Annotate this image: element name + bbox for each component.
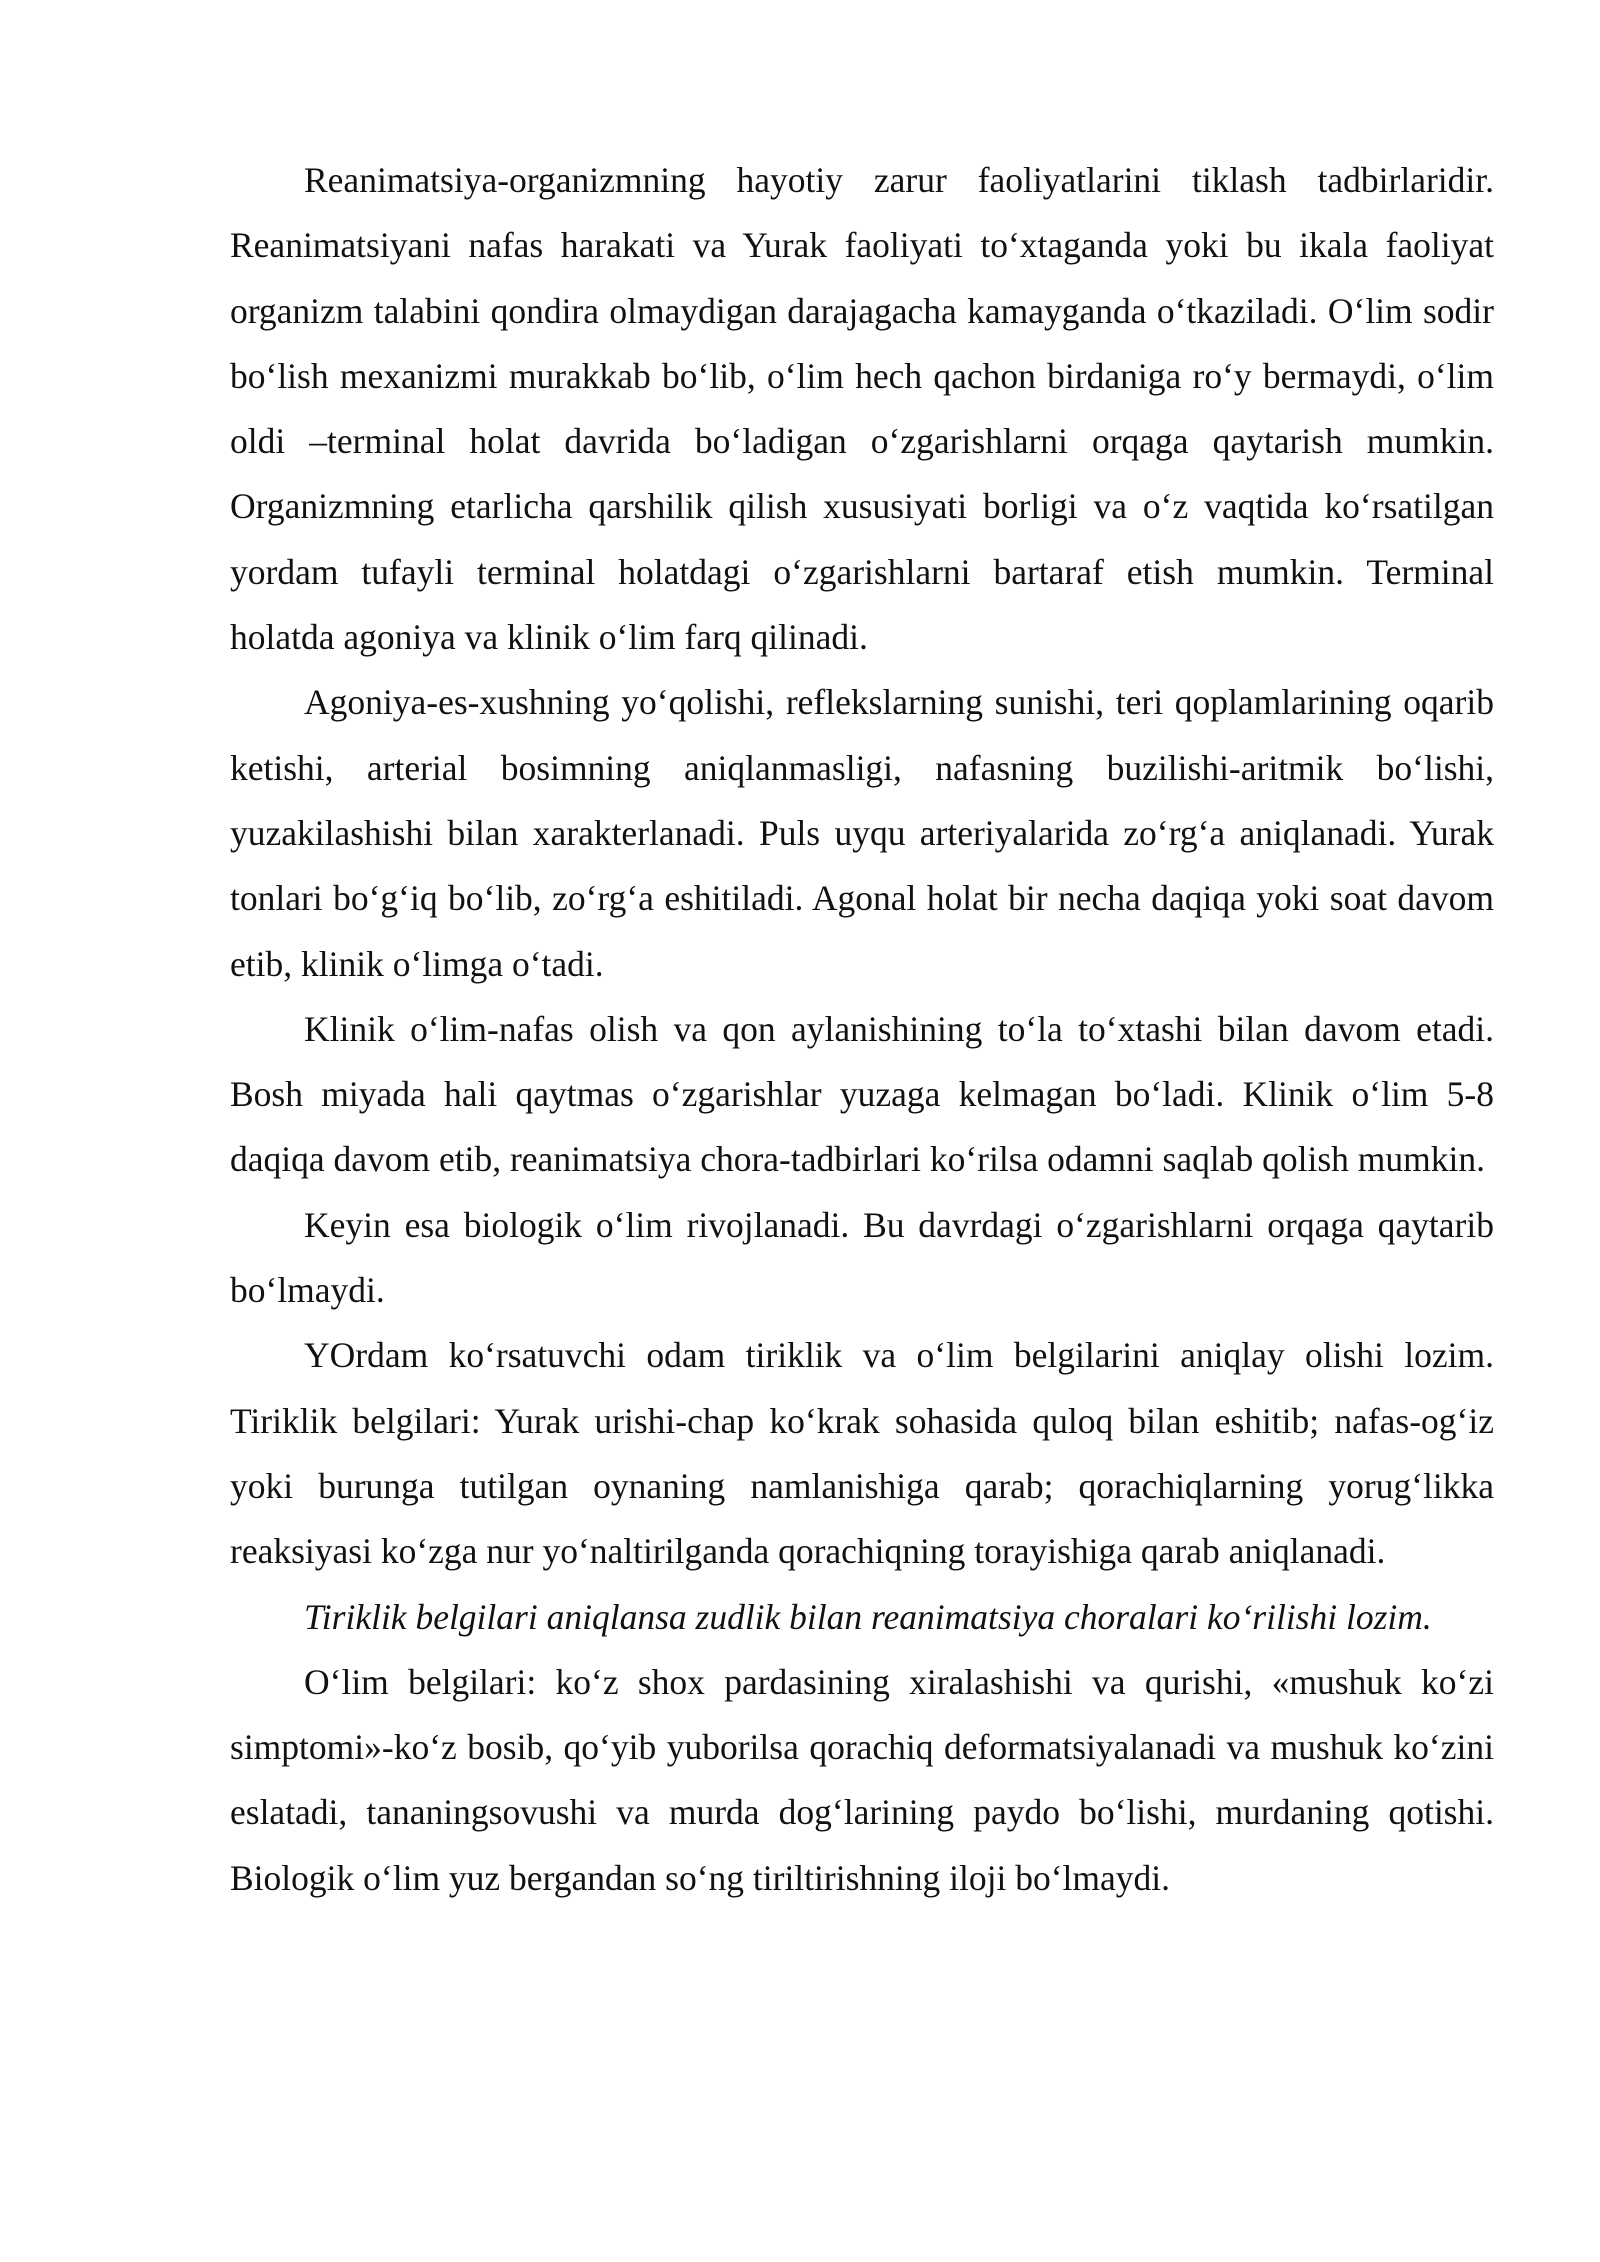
paragraph-klinik-olim: Klinik o‘lim-nafas olish va qon aylanishining to‘la to‘xtashi bilan davom etadi. Bosh miyada hali qaytmas o‘zgarishlar yuzaga kelmagan bo‘ladi. Klinik o‘lim 5-8 daqiqa davom etib, reanimatsiya chora-tadbirlari ko‘rilsa odamni saqlab qolish mumkin. <box>230 1008 1494 1180</box>
paragraph-reanimatsiya: Reanimatsiya-organizmning hayotiy zarur faoliyatlarini tiklash tadbirlaridir. Reanimatsiyani nafas harakati va Yurak faoliyati to‘xtaganda yoki bu ikala faoliyat organizm talabini qondira olmaydigan darajagacha kamayganda o‘tkaziladi. O‘lim sodir bo‘lish mexanizmi murakkab bo‘lib, o‘lim hech qachon birdaniga ro‘y bermaydi, o‘lim oldi –terminal holat davrida bo‘ladigan o‘zgarishlarni orqaga qaytarish mumkin. Organizmning etarlicha qarshilik qilish xususiyati borligi va o‘z vaqtida ko‘rsatilgan yordam tufayli terminal holatdagi o‘zgarishlarni bartaraf etish mumkin. Terminal holatda agoniya va klinik o‘lim farq qilinadi. <box>230 160 1494 658</box>
paragraph-agoniya: Agoniya-es-xushning yo‘qolishi, reflekslarning sunishi, teri qoplamlarining oqarib ketishi, arterial bosimning aniqlanmasligi, nafasning buzilishi-aritmik bo‘lishi, yuzakilashishi bilan xarakterlanadi. Puls uyqu arteriyalarida zo‘rg‘a aniqlanadi. Yurak tonlari bo‘g‘iq bo‘lib, zo‘rg‘a eshitiladi. Agonal holat bir necha daqiqa yoki soat davom etib, klinik o‘limga o‘tadi. <box>230 682 1494 984</box>
paragraph-biologik-olim: Keyin esa biologik o‘lim rivojlanadi. Bu davrdagi o‘zgarishlarni orqaga qaytarib bo‘lmaydi. <box>230 1204 1494 1311</box>
paragraph-italic-note: Tiriklik belgilari aniqlansa zudlik bilan reanimatsiya choralari ko‘rilishi lozim. <box>304 1596 1432 1637</box>
paragraph-tiriklik-belgilari: YOrdam ko‘rsatuvchi odam tiriklik va o‘lim belgilarini aniqlay olishi lozim. Tiriklik belgilari: Yurak urishi-chap ko‘krak sohasida quloq bilan eshitib; nafas-og‘iz yoki burunga tutilgan oynaning namlanishiga qarab; qorachiqlarning yorug‘likka reaksiyasi ko‘zga nur yo‘naltirilganda qorachiqning torayishiga qarab aniqlanadi. <box>230 1335 1494 1572</box>
paragraph-olim-belgilari: O‘lim belgilari: ko‘z shox pardasining xiralashishi va qurishi, «mushuk ko‘zi simptomi»-ko‘z bosib, qo‘yib yuborilsa qorachiq deformatsiyalanadi va mushuk ko‘zini eslatadi, tananingsovushi va murda dog‘larining paydo bo‘lishi, murdaning qotishi. Biologik o‘lim yuz bergandan so‘ng tiriltirishning iloji bo‘lmaydi. <box>230 1661 1494 1898</box>
document-page <box>230 148 1494 1911</box>
